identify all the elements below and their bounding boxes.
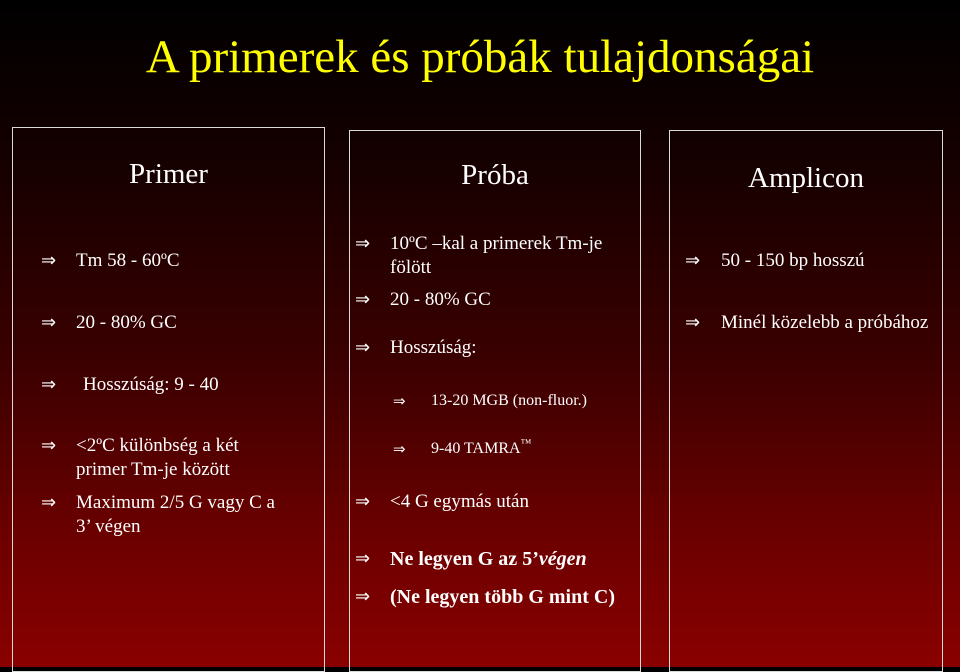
amplicon-column: [669, 130, 943, 672]
primer-item-tm: ⇒ Tm 58 - 60ºC: [41, 250, 180, 271]
probe-item-mgb-length: ⇒ 13-20 MGB (non-fluor.): [393, 392, 587, 410]
probe-item-length: ⇒ Hosszúság:: [355, 337, 477, 358]
probe-item-no-5-g: ⇒ Ne legyen G az 5’végen: [355, 548, 587, 570]
probe-item-gc: ⇒ 20 - 80% GC: [355, 289, 491, 310]
probe-item-g-run: ⇒ <4 G egymás után: [355, 491, 529, 512]
probe-item-tm: ⇒ 10ºC –kal a primerek Tm-je fölött: [355, 233, 603, 278]
probe-item-tamra-length: ⇒ 9-40 TAMRA™: [393, 437, 532, 458]
implies-arrow-icon: ⇒: [41, 312, 57, 333]
amplicon-heading: Amplicon: [748, 162, 864, 194]
implies-arrow-icon: ⇒: [685, 250, 701, 271]
implies-arrow-icon: ⇒: [41, 435, 57, 456]
primer-item-length: ⇒ Hosszúság: 9 - 40: [41, 374, 219, 395]
probe-column: [349, 130, 641, 672]
amplicon-item-proximity: ⇒ Minél közelebb a próbához: [685, 312, 929, 333]
slide-title: A primerek és próbák tulajdonságai: [145, 31, 815, 83]
implies-arrow-icon: ⇒: [355, 233, 371, 254]
implies-arrow-icon: ⇒: [393, 392, 406, 410]
trademark-symbol: ™: [520, 437, 532, 450]
implies-arrow-icon: ⇒: [41, 492, 57, 513]
implies-arrow-icon: ⇒: [355, 491, 371, 512]
probe-heading: Próba: [461, 159, 529, 191]
primer-item-gc: ⇒ 20 - 80% GC: [41, 312, 177, 333]
primer-heading: Primer: [129, 158, 208, 190]
implies-arrow-icon: ⇒: [355, 289, 371, 310]
probe-item-g-vs-c: ⇒ (Ne legyen több G mint C): [355, 586, 615, 608]
implies-arrow-icon: ⇒: [355, 586, 371, 607]
implies-arrow-icon: ⇒: [355, 548, 371, 569]
primer-item-tm-difference: ⇒ <2ºC különbség a két primer Tm-je között: [41, 435, 239, 480]
implies-arrow-icon: ⇒: [393, 440, 406, 458]
implies-arrow-icon: ⇒: [355, 337, 371, 358]
primer-column: [12, 127, 325, 672]
primer-item-gc-clamp: ⇒ Maximum 2/5 G vagy C a 3’ végen: [41, 492, 275, 537]
amplicon-item-length: ⇒ 50 - 150 bp hosszú: [685, 250, 865, 271]
implies-arrow-icon: ⇒: [41, 374, 57, 395]
implies-arrow-icon: ⇒: [685, 312, 701, 333]
implies-arrow-icon: ⇒: [41, 250, 57, 271]
